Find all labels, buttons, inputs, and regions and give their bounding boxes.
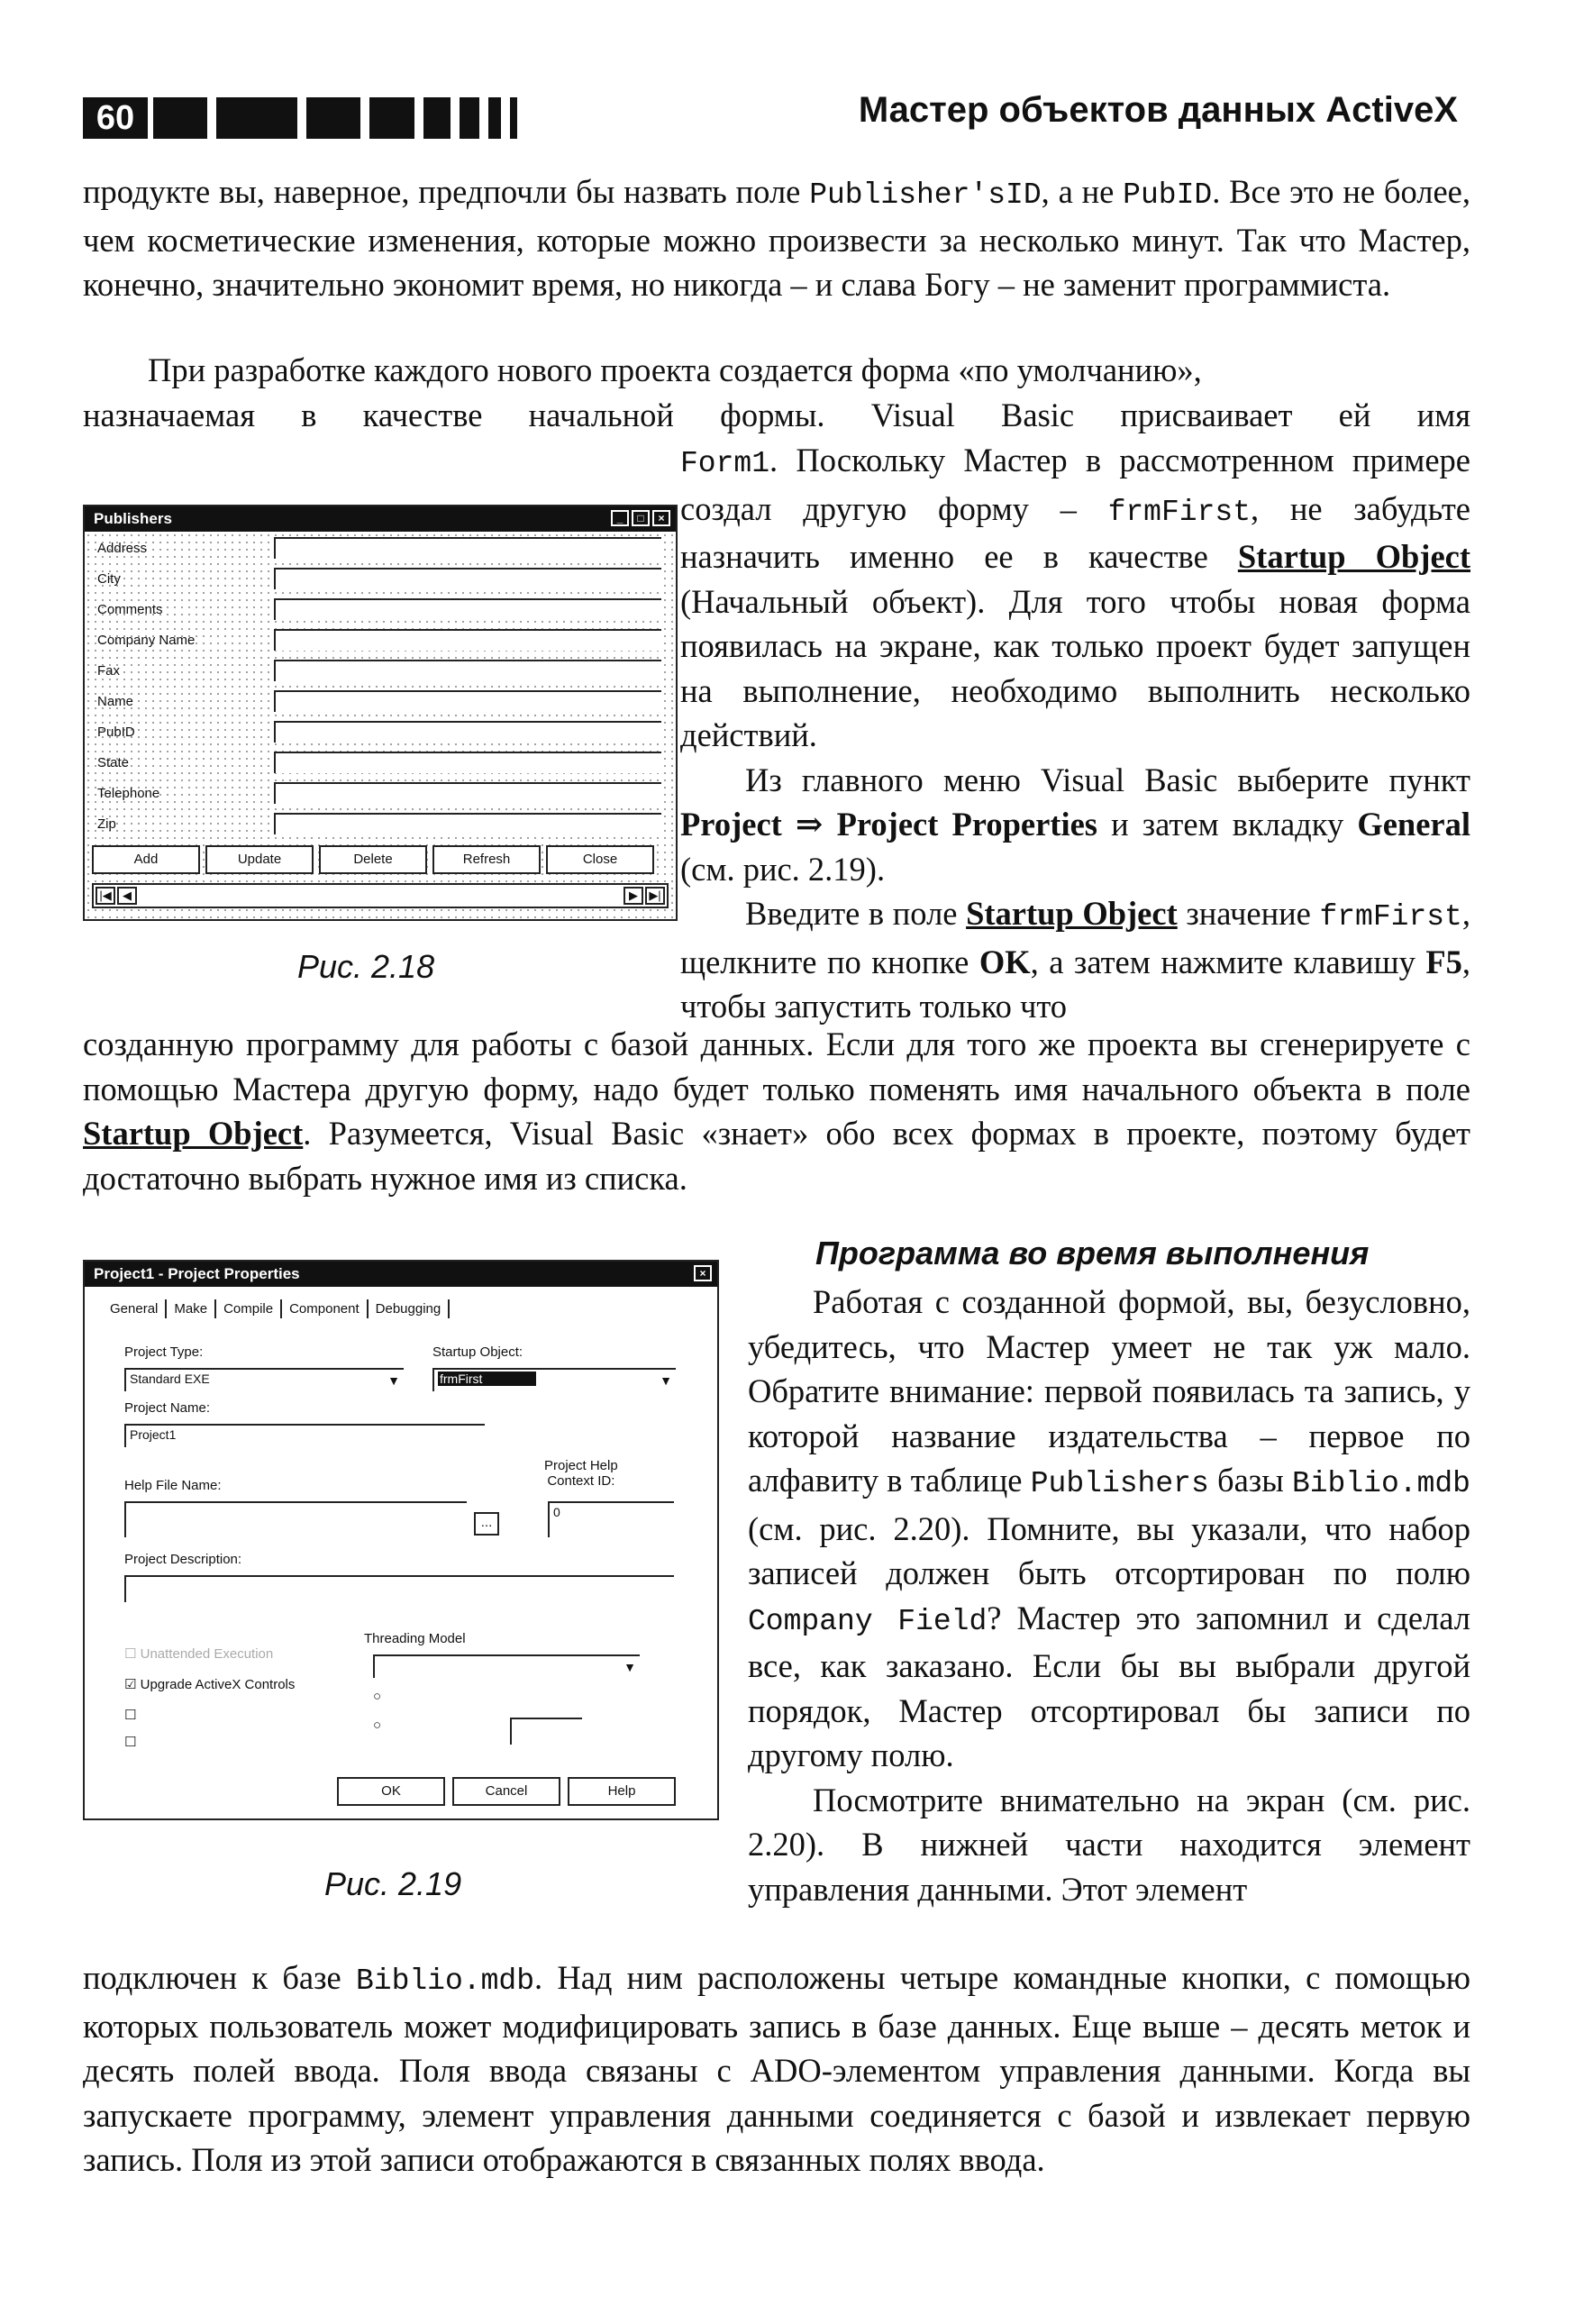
thread-pool-input[interactable]: [510, 1718, 582, 1745]
project-type-select[interactable]: [124, 1368, 404, 1391]
project-properties-title-bar: [85, 1262, 717, 1287]
section-paragraph-bottom: подключен к базе Biblio.mdb. Над ним расположены четыре командные кнопки, с помощью которых пользователь может модифицировать запись в базе данных. Еще выше – десять меток и десять полей ввода. Поля ввода связаны с ADO-элементом управления данными. Когда вы запускаете программу, элемент управления данными соединяется с базой и извлекает первую запись. Поля из этой записи отображаются в связанных полях ввода.: [83, 1959, 1470, 2178]
figure-2-19-caption: Рис. 2.19: [324, 1865, 462, 1902]
update-button[interactable]: Update: [205, 845, 314, 874]
threading-model-select[interactable]: [373, 1654, 640, 1678]
paragraph-2-top: При разработке каждого нового проекта создается форма «по умолчанию», назначаемая в качестве начальной формы. Visual Basic присваивает ей имя: [83, 351, 1470, 433]
comments-input[interactable]: [274, 598, 661, 620]
tab-compile[interactable]: Compile: [216, 1299, 282, 1318]
field-label-address: Address: [97, 541, 148, 556]
option-checkbox-1[interactable]: ☐: [124, 1708, 137, 1723]
option-checkbox-2[interactable]: ☐: [124, 1735, 137, 1750]
paragraph-2-right: Form1. Поскольку Мастер в рассмотренном примере создал другую форму – frmFirst, не забудьте назначить именно ее в качестве Startup Object (Начальный объект). Для того чтобы новая форма появилась на экране, как только проект будет запущен на выполнение, необходимо выполнить несколько действий. Из главного меню Visual Basic выберите пункт Project ⇒ Project Properties и затем вкладку General (см. рис. 2.19). Введите в поле Startup Object значение frmFirst, щелкните по кнопке OK, а затем нажмите клавишу F5, чтобы запустить только что: [680, 442, 1470, 1025]
project-name-label: Project Name:: [124, 1400, 211, 1416]
tab-component[interactable]: Component: [282, 1299, 369, 1318]
field-label-zip: Zip: [97, 816, 116, 832]
add-button[interactable]: Add: [92, 845, 200, 874]
dropdown-arrow-icon[interactable]: ▼: [387, 1373, 400, 1388]
description-label: Project Description:: [124, 1552, 242, 1567]
project-name-input[interactable]: [124, 1424, 485, 1447]
upgrade-label: Upgrade ActiveX Controls: [140, 1677, 296, 1692]
minimize-icon[interactable]: _: [611, 510, 629, 526]
thread-option-radio-1[interactable]: ○: [373, 1689, 382, 1704]
move-last-icon[interactable]: ▶|: [645, 887, 665, 905]
tab-make[interactable]: Make: [167, 1299, 216, 1318]
dropdown-arrow-icon[interactable]: ▼: [660, 1373, 672, 1388]
tab-debugging[interactable]: Debugging: [369, 1299, 451, 1318]
pubid-input[interactable]: [274, 721, 661, 743]
section-heading: Программа во время выполнения: [815, 1235, 1370, 1271]
header-decoration: [153, 97, 517, 139]
help-context-value: 0: [553, 1505, 560, 1519]
company-name-input[interactable]: [274, 629, 661, 651]
field-label-company-name: Company Name: [97, 633, 196, 648]
close-icon[interactable]: ×: [652, 510, 670, 526]
publishers-form-body: [85, 532, 676, 919]
paragraph-1: продукте вы, наверное, предпочли бы назвать поле Publisher'sID, а не PubID. Все это не более, чем косметические изменения, которые можно произвести за несколько минут. Так что Мастер, конечно, значительно экономит время, но никогда – и слава Богу – не заменит программиста.: [83, 173, 1471, 303]
tab-strip: [103, 1299, 450, 1318]
maximize-icon[interactable]: □: [632, 510, 650, 526]
delete-button[interactable]: Delete: [319, 845, 427, 874]
project-properties-title: Project1 - Project Properties: [94, 1265, 300, 1282]
browse-button[interactable]: ...: [474, 1512, 499, 1536]
startup-object-value: frmFirst: [438, 1372, 536, 1386]
project-name-value: Project1: [130, 1427, 177, 1442]
project-type-label: Project Type:: [124, 1344, 204, 1360]
refresh-button[interactable]: Refresh: [432, 845, 541, 874]
page-number: 60: [83, 97, 148, 139]
move-first-icon[interactable]: |◀: [96, 887, 115, 905]
startup-object-label: Startup Object:: [432, 1344, 523, 1360]
cancel-button[interactable]: Cancel: [452, 1777, 560, 1806]
dropdown-arrow-icon[interactable]: ▼: [624, 1660, 636, 1674]
state-input[interactable]: [274, 752, 661, 773]
help-file-input[interactable]: [124, 1501, 467, 1537]
field-label-name: Name: [97, 694, 134, 709]
upgrade-activex-checkbox[interactable]: ☑ Upgrade ActiveX Controls: [124, 1677, 296, 1692]
fax-input[interactable]: [274, 660, 661, 681]
telephone-input[interactable]: [274, 782, 661, 804]
help-context-label: Project Help Context ID:: [544, 1458, 618, 1489]
project-properties-figure: [83, 1260, 719, 1820]
threading-model-label: Threading Model: [364, 1631, 466, 1646]
field-label-state: State: [97, 755, 130, 770]
thread-option-radio-2[interactable]: ○: [373, 1718, 382, 1733]
publishers-form-figure: [83, 505, 678, 921]
address-input[interactable]: [274, 537, 661, 559]
zip-input[interactable]: [274, 813, 661, 834]
field-label-city: City: [97, 571, 121, 587]
field-label-pubid: PubID: [97, 725, 135, 740]
unattended-label: Unattended Execution: [140, 1646, 274, 1662]
field-label-fax: Fax: [97, 663, 121, 679]
move-next-icon[interactable]: ▶: [624, 887, 643, 905]
paragraph-4-bottom: созданную программу для работы с базой данных. Если для того же проекта вы сгенерируете с помощью Мастера другую форму, надо будет только поменять имя начального объекта в поле Startup Object. Разумеется, Visual Basic «знает» обо всех формах в проекте, поэтому будет достаточно выбрать нужное имя из списка.: [83, 1025, 1471, 1197]
field-label-telephone: Telephone: [97, 786, 160, 801]
figure-2-18-caption: Рис. 2.18: [297, 948, 435, 985]
publishers-title-bar: [85, 506, 676, 532]
field-label-comments: Comments: [97, 602, 163, 617]
close-icon[interactable]: ×: [694, 1265, 712, 1281]
help-file-label: Help File Name:: [124, 1478, 222, 1493]
description-input[interactable]: [124, 1575, 674, 1602]
name-input[interactable]: [274, 690, 661, 712]
close-button[interactable]: Close: [546, 845, 654, 874]
city-input[interactable]: [274, 568, 661, 589]
help-context-input[interactable]: [548, 1501, 674, 1537]
help-button[interactable]: Help: [568, 1777, 676, 1806]
ado-data-control[interactable]: [92, 883, 669, 908]
tab-general[interactable]: General: [103, 1299, 167, 1318]
unattended-execution-checkbox[interactable]: ☐ Unattended Execution: [124, 1646, 274, 1662]
project-type-value: Standard EXE: [130, 1372, 210, 1386]
startup-object-select[interactable]: [432, 1368, 676, 1391]
running-title: Мастер объектов данных ActiveX: [858, 90, 1458, 130]
move-previous-icon[interactable]: ◀: [117, 887, 137, 905]
section-paragraph-right: Работая с созданной формой, вы, безусловно, убедитесь, что Мастер умеет не так уж мало. Обратите внимание: первой появилась та запись, у которой название издательства – первое по алфавиту в таблице Publishers базы Biblio.mdb (см. рис. 2.20). Помните, вы указали, что набор записей должен быть отсортирован по полю Company Field? Мастер это запомнил и сделал все, как заказано. Если бы вы выбрали другой порядок, Мастер отсортировал бы записи по другому полю. Посмотрите внимательно на экран (см. рис. 2.20). В нижней части находится элемент управления данными. Этот элемент: [748, 1283, 1470, 1908]
ok-button[interactable]: OK: [337, 1777, 445, 1806]
publishers-title: Publishers: [94, 510, 172, 527]
